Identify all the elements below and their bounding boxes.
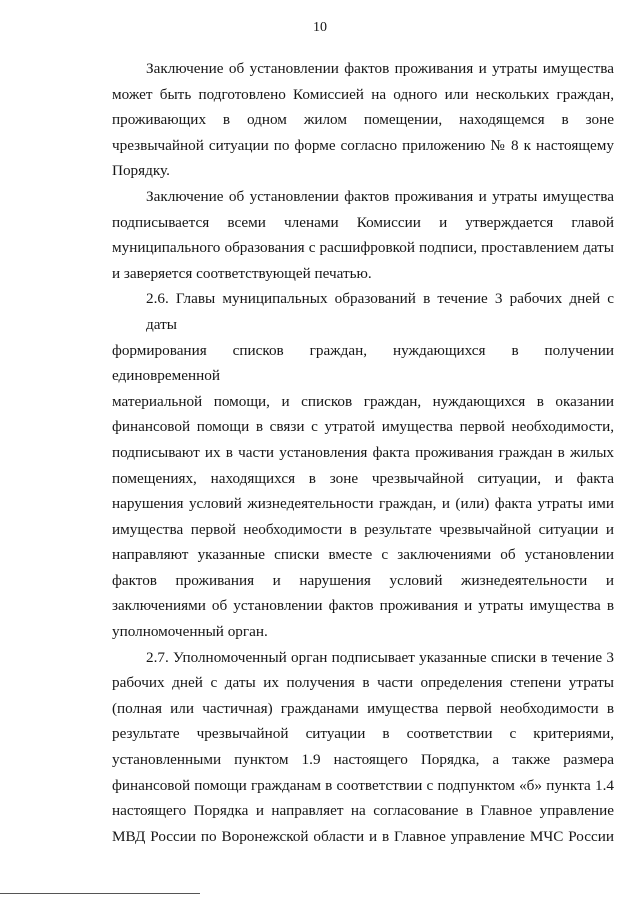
text-line: Заключение об установлении фактов проживания и утраты имущества	[146, 60, 614, 77]
text-line: нарушения условий жизнедеятельности граждан, и (или) факта утраты ими	[112, 495, 614, 513]
text-line: муниципального образования с расшифровкой подписи, проставлением даты	[112, 239, 614, 257]
text-line: может быть подготовлено Комиссией на одного или нескольких граждан,	[112, 85, 614, 103]
paragraph-2-7	[112, 645, 614, 850]
text-line: уполномоченный орган.	[112, 623, 268, 641]
text-line: подписывается всеми членами Комиссии и утверждается главой	[112, 213, 614, 231]
text-line: фактов проживания и нарушения условий жизнедеятельности и	[112, 571, 614, 589]
document-body	[112, 56, 614, 849]
text-line: помещениях, находящихся в зоне чрезвычайной ситуации, и факта	[112, 469, 614, 487]
text-line: чрезвычайной ситуации по форме согласно приложению № 8 к настоящему	[112, 136, 614, 154]
text-line: результате чрезвычайной ситуации в соответствии с критериями,	[112, 725, 614, 743]
text-line: Заключение об установлении фактов проживания и утраты имущества	[146, 187, 614, 205]
text-line: (полная или частичная) гражданами имущества первой необходимости в	[112, 699, 614, 717]
text-line: рабочих дней с даты их получения в части определения степени утраты	[112, 674, 614, 692]
text-line: проживающих в одном жилом помещении, находящемся в зоне	[112, 111, 614, 129]
paragraph-2-6	[112, 286, 614, 644]
text-line: 2.7. Уполномоченный орган подписывает указанные списки в течение 3	[146, 648, 614, 666]
page-number: 10	[313, 20, 327, 35]
text-line: направляют указанные списки вместе с заключениями об установлении	[112, 546, 614, 564]
text-line: имущества первой необходимости в результате чрезвычайной ситуации и	[112, 520, 614, 538]
text-line: установленными пунктом 1.9 настоящего Порядка, а также размера	[112, 751, 614, 769]
text-line: 2.6. Главы муниципальных образований в течение 3 рабочих дней с даты	[146, 290, 614, 333]
text-line: финансовой помощи гражданам в соответствии с подпунктом «б» пункта 1.4	[112, 776, 614, 794]
text-line: настоящего Порядка и направляет на согласование в Главное управление	[112, 802, 614, 820]
text-line: заключениями об установлении фактов проживания и утраты имущества в	[112, 597, 614, 615]
text-line: подписывают их в части установления факта проживания граждан в жилых	[112, 443, 614, 461]
text-line: Порядку.	[112, 162, 170, 180]
text-line: финансовой помощи в связи с утратой имущества первой необходимости,	[112, 418, 614, 436]
text-line: формирования списков граждан, нуждающихся в получении единовременной	[112, 341, 614, 385]
text-line: МВД России по Воронежской области и в Главное управление МЧС России	[112, 827, 614, 845]
text-line: и заверяется соответствующей печатью.	[112, 264, 372, 282]
paragraph-2	[112, 184, 614, 286]
paragraph-1	[112, 56, 614, 184]
footnote-divider	[0, 893, 200, 894]
text-line: материальной помощи, и списков граждан, нуждающихся в оказании	[112, 392, 614, 410]
